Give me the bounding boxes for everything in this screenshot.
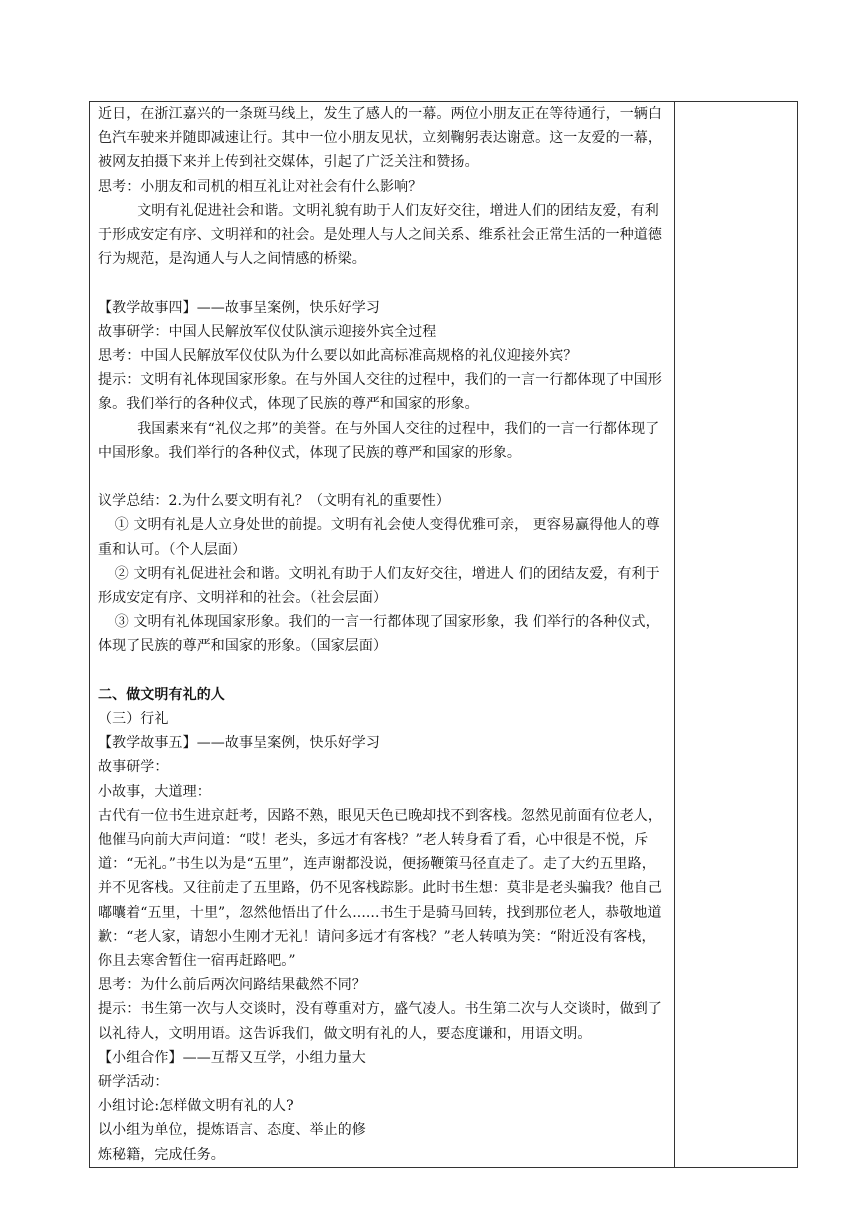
- task-line-1: 以小组为单位，提炼语言、态度、举止的修: [98, 1122, 366, 1139]
- summary-title: 议学总结：2.为什么要文明有礼？（文明有礼的重要性）: [98, 493, 450, 510]
- activity-label: 研学活动：: [98, 1074, 169, 1091]
- story-study-label: 故事研学：: [98, 759, 169, 776]
- story-four-title: 【教学故事四】——故事呈案例，快乐好学习: [98, 299, 380, 316]
- harmony-paragraph: 文明有礼促进社会和谐。文明礼貌有助于人们友好交往，增进人们的团结友爱，有利于形成安定有序、文明祥和的社会。是处理人与人之间关系、维系社会正常生活的一种道德行为规范，是沟通人与人之间情感的桥梁。: [98, 202, 662, 268]
- story-five-title: 【教学故事五】——故事呈案例，快乐好学习: [98, 735, 380, 752]
- table-row: [90, 102, 798, 1168]
- etiquette-paragraph: 我国素来有“礼仪之邦”的美誉。在与外国人交往的过程中，我们的一言一行都体现了中国形象。我们举行的各种仪式，体现了民族的尊严和国家的形象。: [98, 420, 660, 461]
- task-line-2: 炼秘籍，完成任务。: [98, 1146, 225, 1163]
- blank-line: [98, 465, 668, 489]
- main-content: [90, 102, 674, 1167]
- think-question-3: 思考：为什么前后两次问路结果截然不同？: [98, 977, 366, 994]
- summary-point-3: ③ 文明有礼体现国家形象。我们的一言一行都体现了国家形象，我 们举行的各种仪式，体现了民族的尊严和国家的形象。（国家层面）: [98, 614, 660, 655]
- blank-line: [98, 659, 668, 683]
- subsection-title: （三）行礼: [98, 711, 169, 728]
- section-heading: 二、做文明有礼的人: [98, 686, 225, 703]
- hint-paragraph-2: 提示：书生第一次与人交谈时，没有尊重对方，盛气凌人。书生第二次与人交谈时，做到了以礼待人，文明用语。这告诉我们，做文明有礼的人，要态度谦和，用语文明。: [98, 1001, 662, 1042]
- scholar-story: 古代有一位书生进京赶考，因路不熟，眼见天色已晚却找不到客栈。忽然见前面有位老人，他催马向前大声问道：“哎！老头，多远才有客栈？”老人转身看了看，心中很是不悦，斥道：“无礼。”书生以为是“五里”，连声谢都没说，便扬鞭策马径直走了。走了大约五里路，并不见客栈。又往前走了五里路，仍不见客栈踪影。此时书生想：莫非是老头骗我？他自己嘟囔着“五里，十里”，忽然他悟出了什么......书生于是骑马回转，找到那位老人，恭敬地道歉：“老人家，请恕小生刚才无礼！请问多远才有客栈？”老人转嗔为笑：“附近没有客栈，你且去寒舍暂住一宿再赶路吧。”: [98, 807, 662, 970]
- hint-paragraph-1: 提示：文明有礼体现国家形象。在与外国人交往的过程中，我们的一言一行都体现了中国形象。我们举行的各种仪式，体现了民族的尊严和国家的形象。: [98, 372, 662, 413]
- think-question-1: 思考：小朋友和司机的相互礼让对社会有什么影响？: [98, 178, 423, 195]
- main-content-cell: [90, 102, 675, 1168]
- think-question-2: 思考：中国人民解放军仪仗队为什么要以如此高标准高规格的礼仪迎接外宾？: [98, 348, 578, 365]
- notes-cell: [675, 102, 798, 1168]
- story-four-study: 故事研学：中国人民解放军仪仗队演示迎接外宾全过程: [98, 323, 437, 340]
- group-work-title: 【小组合作】——互帮又互学，小组力量大: [98, 1049, 366, 1066]
- group-discussion: 小组讨论:怎样做文明有礼的人?: [98, 1098, 294, 1115]
- lesson-table: [89, 101, 798, 1168]
- summary-point-2: ② 文明有礼促进社会和谐。文明礼有助于人们友好交往，增进人 们的团结友爱，有利于形成安定有序、文明祥和的社会。（社会层面）: [98, 565, 660, 607]
- blank-line: [98, 271, 668, 295]
- small-story-label: 小故事，大道理：: [98, 783, 211, 800]
- news-paragraph: 近日，在浙江嘉兴的一条斑马线上，发生了感人的一幕。两位小朋友正在等待通行，一辆白色汽车驶来并随即减速让行。其中一位小朋友见状，立刻鞠躬表达谢意。这一友爱的一幕，被网友拍摄下来并上传到社交媒体，引起了广泛关注和赞扬。: [98, 106, 662, 171]
- summary-point-1: ① 文明有礼是人立身处世的前提。文明有礼会使人变得优雅可亲， 更容易赢得他人的尊重和认可。（个人层面）: [98, 517, 660, 558]
